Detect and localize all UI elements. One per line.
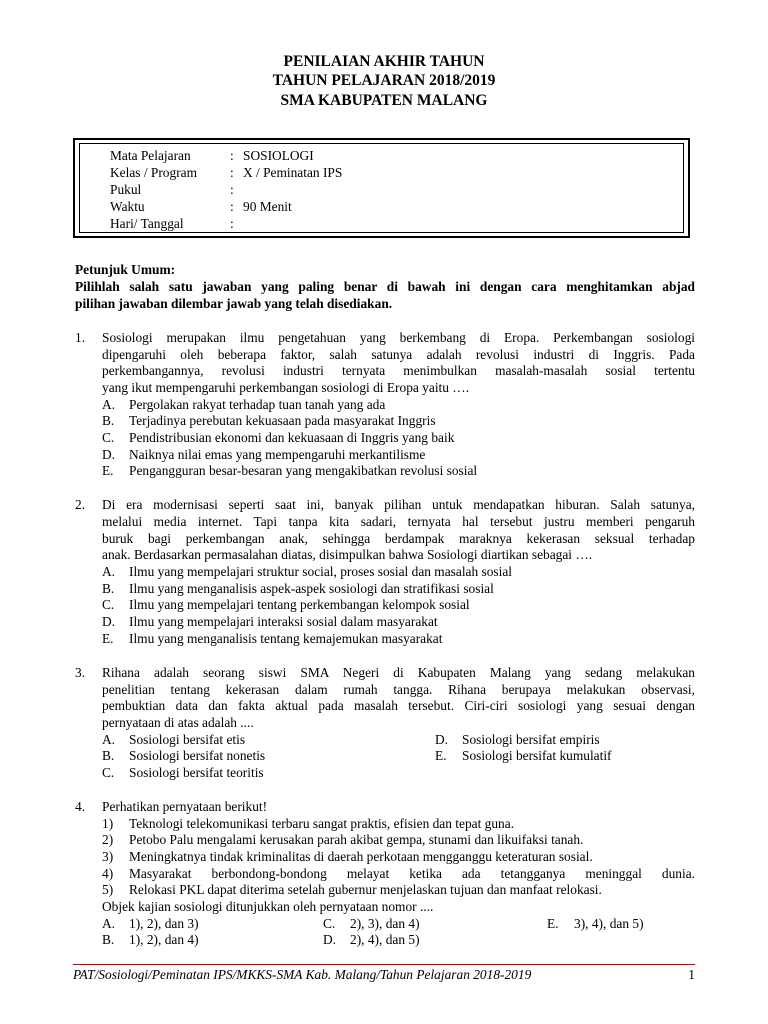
option-text: Naiknya nilai emas yang mempengaruhi merkantilisme bbox=[129, 447, 426, 462]
option-letter: B. bbox=[102, 932, 115, 947]
statement-item bbox=[102, 882, 602, 899]
answer-option bbox=[102, 631, 443, 648]
info-label: Pukul bbox=[110, 182, 142, 197]
instructions-line: pilihan jawaban dilembar jawab yang telah disediakan. bbox=[75, 296, 393, 311]
statement-number: 2) bbox=[102, 832, 114, 847]
option-letter: C. bbox=[102, 430, 115, 445]
statement-item bbox=[102, 816, 515, 833]
info-label: Waktu bbox=[110, 199, 145, 214]
question-text: perkembangannya, revolusi industri ternyata menimbulkan masalah-masalah sosial tertentu bbox=[102, 363, 695, 378]
school-name: SMA KABUPATEN MALANG bbox=[280, 92, 488, 109]
page-number: 1 bbox=[688, 967, 695, 982]
question-number: 4. bbox=[75, 799, 86, 814]
answer-option bbox=[102, 430, 455, 447]
question-text: Rihana adalah seorang siswi SMA Negeri di Kabupaten Malang yang sedang melakukan bbox=[102, 665, 695, 680]
info-colon: : bbox=[230, 182, 234, 197]
exam-info-box bbox=[73, 138, 690, 238]
option-letter: D. bbox=[102, 614, 116, 629]
option-text: Pengangguran besar-besaran yang mengakibatkan revolusi sosial bbox=[129, 463, 478, 478]
footer-divider bbox=[73, 964, 695, 965]
option-text: Ilmu yang mempelajari interaksi sosial dalam masyarakat bbox=[129, 614, 438, 629]
info-colon: : bbox=[230, 148, 234, 163]
exam-title: PENILAIAN AKHIR TAHUN bbox=[283, 53, 485, 70]
option-letter: D. bbox=[435, 732, 449, 747]
answer-option bbox=[323, 932, 420, 949]
answer-option bbox=[102, 765, 264, 782]
statement-text: Teknologi telekomunikasi terbaru sangat praktis, efisien dan tepat guna. bbox=[129, 816, 515, 831]
statement-text: Masyarakat berbondong-bondong melayat ketika ada tetangganya meninggal dunia. bbox=[129, 866, 695, 881]
option-letter: B. bbox=[102, 581, 115, 596]
question-number: 1. bbox=[75, 330, 86, 345]
footer-text: PAT/Sosiologi/Peminatan IPS/MKKS-SMA Kab. Malang/Tahun Pelajaran 2018-2019 bbox=[73, 967, 532, 982]
answer-option bbox=[102, 732, 246, 749]
question-number: 2. bbox=[75, 497, 86, 512]
question-text: Objek kajian sosiologi ditunjukkan oleh pernyataan nomor .... bbox=[102, 899, 434, 914]
question-text: Perhatikan pernyataan berikut! bbox=[102, 799, 268, 814]
question-text: yang ikut mempengaruhi perkembangan sosiologi di Eropa yaitu …. bbox=[102, 380, 470, 395]
question-text: buruk bagi perkembangan anak, sehingga berdampak maraknya kekerasan seksual terhadap bbox=[102, 531, 695, 546]
question-text: penelitian tentang kekerasan dalam rumah tangga. Rihana berupaya melakukan observasi, bbox=[102, 682, 695, 697]
option-text: 2), 3), dan 4) bbox=[350, 916, 420, 931]
statement-number: 3) bbox=[102, 849, 114, 864]
info-value: X / Peminatan IPS bbox=[243, 165, 343, 180]
option-letter: D. bbox=[323, 932, 337, 947]
answer-option bbox=[547, 916, 644, 933]
info-colon: : bbox=[230, 216, 234, 231]
option-letter: C. bbox=[102, 765, 115, 780]
option-text: 1), 2), dan 3) bbox=[129, 916, 199, 931]
option-letter: E. bbox=[435, 748, 447, 763]
statement-number: 1) bbox=[102, 816, 114, 831]
page-footer bbox=[73, 966, 695, 983]
question-text: Sosiologi merupakan ilmu pengetahuan yang berkembang di Eropa. Perkembangan sosiologi bbox=[102, 330, 695, 345]
answer-option bbox=[102, 748, 266, 765]
option-text: Terjadinya perebutan kekuasaan pada masyarakat Inggris bbox=[129, 413, 436, 428]
option-text: Sosiologi bersifat etis bbox=[129, 732, 246, 747]
option-text: Pendistribusian ekonomi dan kekuasaan di Inggris yang baik bbox=[129, 430, 455, 445]
question-number: 3. bbox=[75, 665, 86, 680]
school-year: TAHUN PELAJARAN 2018/2019 bbox=[272, 72, 496, 89]
answer-option bbox=[102, 447, 426, 464]
option-text: Ilmu yang menganalisis tentang kemajemukan masyarakat bbox=[129, 631, 443, 646]
option-letter: C. bbox=[323, 916, 336, 931]
statement-number: 4) bbox=[102, 866, 114, 881]
option-text: 2), 4), dan 5) bbox=[350, 932, 420, 947]
info-label: Hari/ Tanggal bbox=[110, 216, 184, 231]
option-text: Sosiologi bersifat empiris bbox=[462, 732, 600, 747]
statement-item bbox=[102, 832, 584, 849]
answer-option bbox=[435, 732, 600, 749]
answer-option bbox=[102, 932, 199, 949]
statement-text: Petobo Palu mengalami kerusakan parah akibat gempa, stunami dan likuifaksi tanah. bbox=[129, 832, 584, 847]
answer-option bbox=[323, 916, 420, 933]
exam-info-inner-border bbox=[79, 143, 684, 233]
info-value: SOSIOLOGI bbox=[243, 148, 314, 163]
option-letter: A. bbox=[102, 732, 116, 747]
option-text: Sosiologi bersifat nonetis bbox=[129, 748, 266, 763]
option-letter: A. bbox=[102, 564, 116, 579]
answer-option bbox=[102, 397, 386, 414]
option-letter: A. bbox=[102, 916, 116, 931]
option-letter: E. bbox=[547, 916, 559, 931]
option-letter: E. bbox=[102, 631, 114, 646]
option-text: Ilmu yang mempelajari struktur social, proses sosial dan masalah sosial bbox=[129, 564, 513, 579]
info-colon: : bbox=[230, 199, 234, 214]
statement-text: Relokasi PKL dapat diterima setelah gubernur menjelaskan tujuan dan manfaat relokasi. bbox=[129, 882, 602, 897]
info-label: Mata Pelajaran bbox=[110, 148, 191, 163]
statement-text: Meningkatnya tindak kriminalitas di daerah perkotaan mengganggu keteraturan sosial. bbox=[129, 849, 593, 864]
statement-number: 5) bbox=[102, 882, 114, 897]
answer-option bbox=[102, 463, 478, 480]
question-text: melalui media internet. Tapi tanpa kita sadari, ternyata hal tersebut justru memberi pengaruh bbox=[102, 514, 695, 529]
question-text: pembuktian data dan fakta aktual pada masalah tersebut. Ciri-ciri sosiologi yang sesuai dengan bbox=[102, 698, 695, 713]
answer-option bbox=[435, 748, 612, 765]
option-letter: B. bbox=[102, 748, 115, 763]
instructions-line: Pilihlah salah satu jawaban yang paling benar di bawah ini dengan cara menghitamkan abjad bbox=[75, 279, 695, 294]
option-letter: B. bbox=[102, 413, 115, 428]
option-letter: C. bbox=[102, 597, 115, 612]
answer-option bbox=[102, 597, 470, 614]
option-letter: D. bbox=[102, 447, 116, 462]
question-text: dipengaruhi oleh beberapa faktor, salah satunya adalah revolusi industri di Inggris. Pada bbox=[102, 347, 695, 362]
instructions-heading: Petunjuk Umum: bbox=[75, 262, 176, 277]
option-text: 1), 2), dan 4) bbox=[129, 932, 199, 947]
answer-option bbox=[102, 614, 438, 631]
answer-option bbox=[102, 413, 436, 430]
info-value: 90 Menit bbox=[243, 199, 292, 214]
answer-option bbox=[102, 581, 494, 598]
option-text: Pergolakan rakyat terhadap tuan tanah yang ada bbox=[129, 397, 386, 412]
statement-item bbox=[102, 849, 593, 866]
answer-option bbox=[102, 564, 513, 581]
option-text: Ilmu yang menganalisis aspek-aspek sosiologi dan stratifikasi sosial bbox=[129, 581, 494, 596]
option-text: Sosiologi bersifat kumulatif bbox=[462, 748, 612, 763]
answer-option bbox=[102, 916, 199, 933]
info-label: Kelas / Program bbox=[110, 165, 198, 180]
option-letter: A. bbox=[102, 397, 116, 412]
option-text: Sosiologi bersifat teoritis bbox=[129, 765, 264, 780]
question-text: pernyataan di atas adalah .... bbox=[102, 715, 254, 730]
question-text: Di era modernisasi seperti saat ini, banyak pilihan untuk mendapatkan hiburan. Salah satunya, bbox=[102, 497, 695, 512]
option-letter: E. bbox=[102, 463, 114, 478]
statement-item bbox=[102, 866, 695, 883]
question-text: anak. Berdasarkan permasalahan diatas, disimpulkan bahwa Sosiologi diartikan sebagai …. bbox=[102, 547, 593, 562]
info-colon: : bbox=[230, 165, 234, 180]
option-text: Ilmu yang mempelajari tentang perkembangan kelompok sosial bbox=[129, 597, 470, 612]
option-text: 3), 4), dan 5) bbox=[574, 916, 644, 931]
